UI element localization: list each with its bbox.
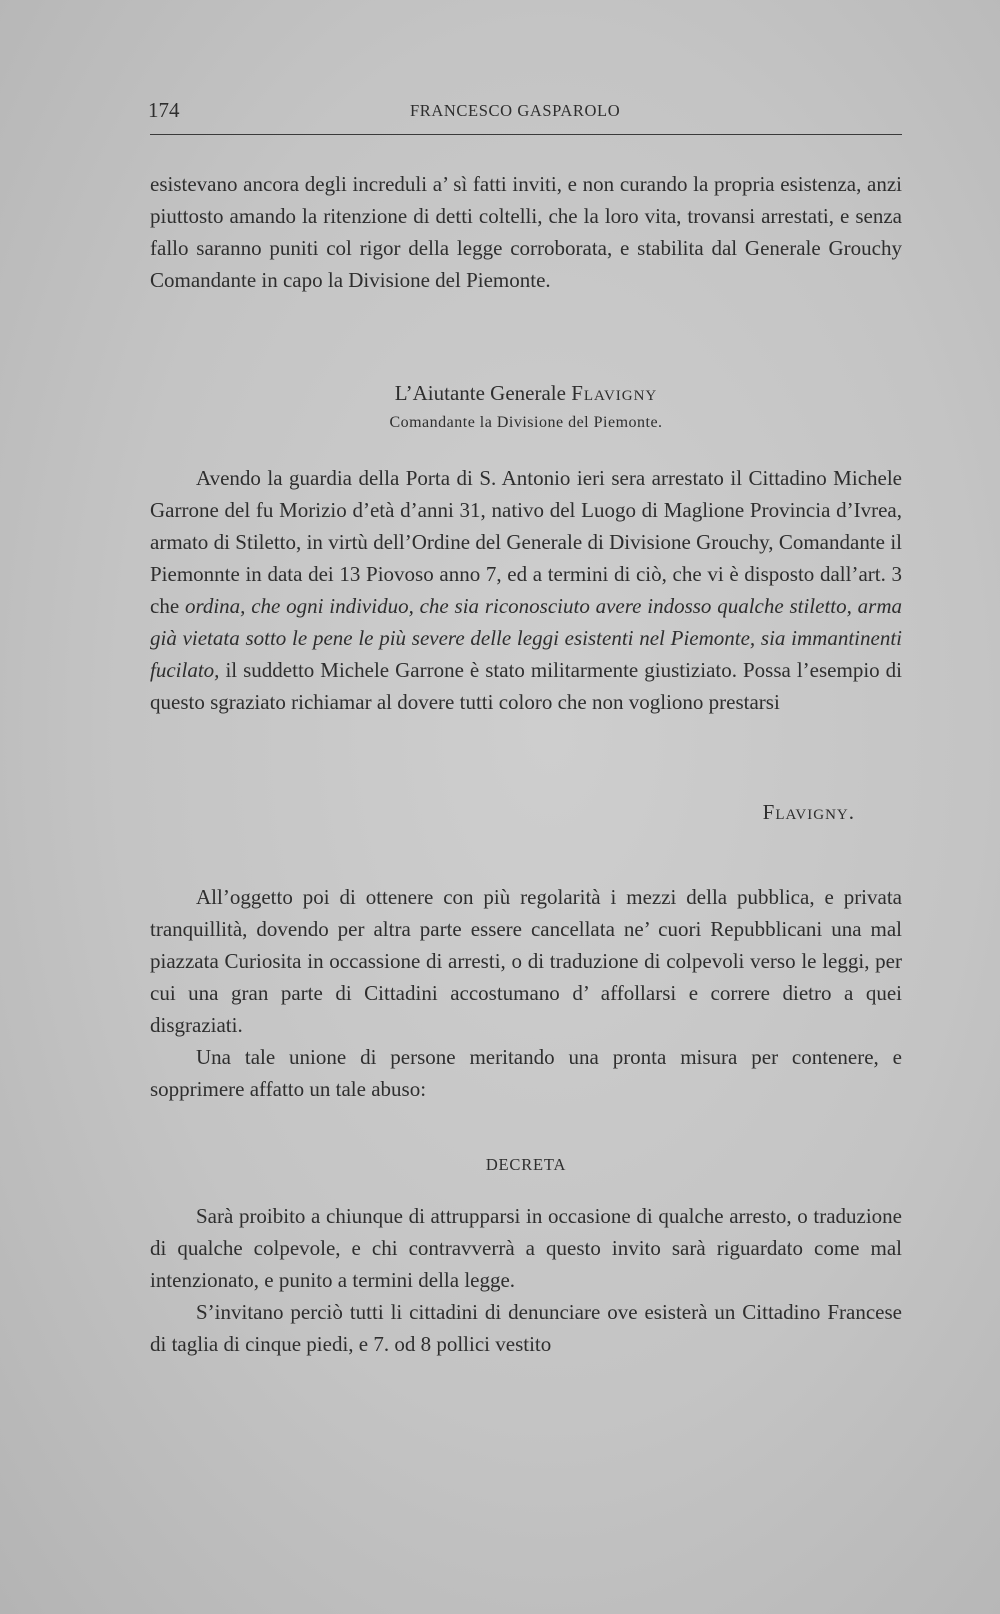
signature-block-1 <box>150 378 902 438</box>
signature-1-title: L’Aiutante Generale <box>394 381 566 405</box>
paragraph-5: Sarà proibito a chiunque di attrupparsi in occasione di qualche arresto, o traduzione di qualche colpevole, e chi contravverrà a questo invito sarà riguardato come mal intenzionato, e punito a termini della legge. <box>150 1204 902 1292</box>
signature-block-2 <box>150 800 855 825</box>
paragraph-4: Una tale unione di persone meritando una pronta misura per contenere, e sopprimere affatto un tale abuso: <box>150 1045 902 1101</box>
paragraph-2-part-2: il suddetto Michele Garrone è stato militarmente giustiziato. Possa l’esempio di questo sgraziato richiamar al dovere tutti coloro che non vogliono prestarsi <box>150 658 902 714</box>
text-block-4 <box>150 1200 902 1360</box>
signature-1-role: Comandante la Divisione del Piemonte. <box>389 414 663 431</box>
paragraph-2-part-1: Avendo la guardia della Porta di S. Antonio ieri sera arrestato il Cittadino Michele Garrone del fu Morizio d’età d’anni 31, nativo del Luogo di Maglione Provincia d’Ivrea, armato di Stiletto, in virtù dell’Ordine del Generale di Divisione Grouchy, Comandante il Piemonnte in data dei 13 Piovoso anno 7, ed a termini di ciò, che vi è disposto dall’art. 3 che <box>150 466 902 618</box>
paragraph-3: All’oggetto poi di ottenere con più regolarità i mezzi della pubblica, e privata tranquillità, dovendo per altra parte essere cancellata ne’ cuori Repubblicani una mal piazzata Curiosita in occassione di arresti, o di traduzione di colpevoli verso le leggi, per cui una gran parte di Cittadini accostumano d’ affollarsi e correre dietro a quei disgraziati. <box>150 885 902 1037</box>
paragraph-2-italic: ordina, che ogni individuo, che sia riconosciuto avere indosso qualche stiletto, arma già vietata sotto le pene le più severe delle leggi esistenti nel Piemonte, sia immantinenti fucilato, <box>150 594 903 682</box>
signature-1-line-1 <box>150 378 902 408</box>
paragraph-6: S’invitano perciò tutti li cittadini di denunciare ove esisterà un Cittadino Francese di taglia di cinque piedi, e 7. od 8 pollici vestito <box>150 1300 902 1356</box>
running-title: FRANCESCO GASPAROLO <box>410 101 621 120</box>
signature-1-name: Flavigny <box>571 381 658 405</box>
header-rule <box>150 134 902 135</box>
text-block-2 <box>150 462 902 718</box>
signature-2-name: Flavigny. <box>762 800 855 824</box>
text-block-1 <box>150 168 902 296</box>
paragraph-1: esistevano ancora degli increduli a’ sì fatti inviti, e non curando la propria esistenza, anzi piuttosto amando la ritenzione di detti coltelli, che la loro vita, trovansi arrestati, e senza fallo saranno puniti col rigor della legge corroborata, e stabilita dal Generale Grouchy Comandante in capo la Divisione del Piemonte. <box>150 172 902 292</box>
decree-heading: DECRETA <box>485 1155 567 1174</box>
running-head <box>148 98 903 128</box>
page-number: 174 <box>148 98 180 122</box>
paragraph-2 <box>150 462 902 718</box>
text-block-3 <box>150 881 902 1105</box>
